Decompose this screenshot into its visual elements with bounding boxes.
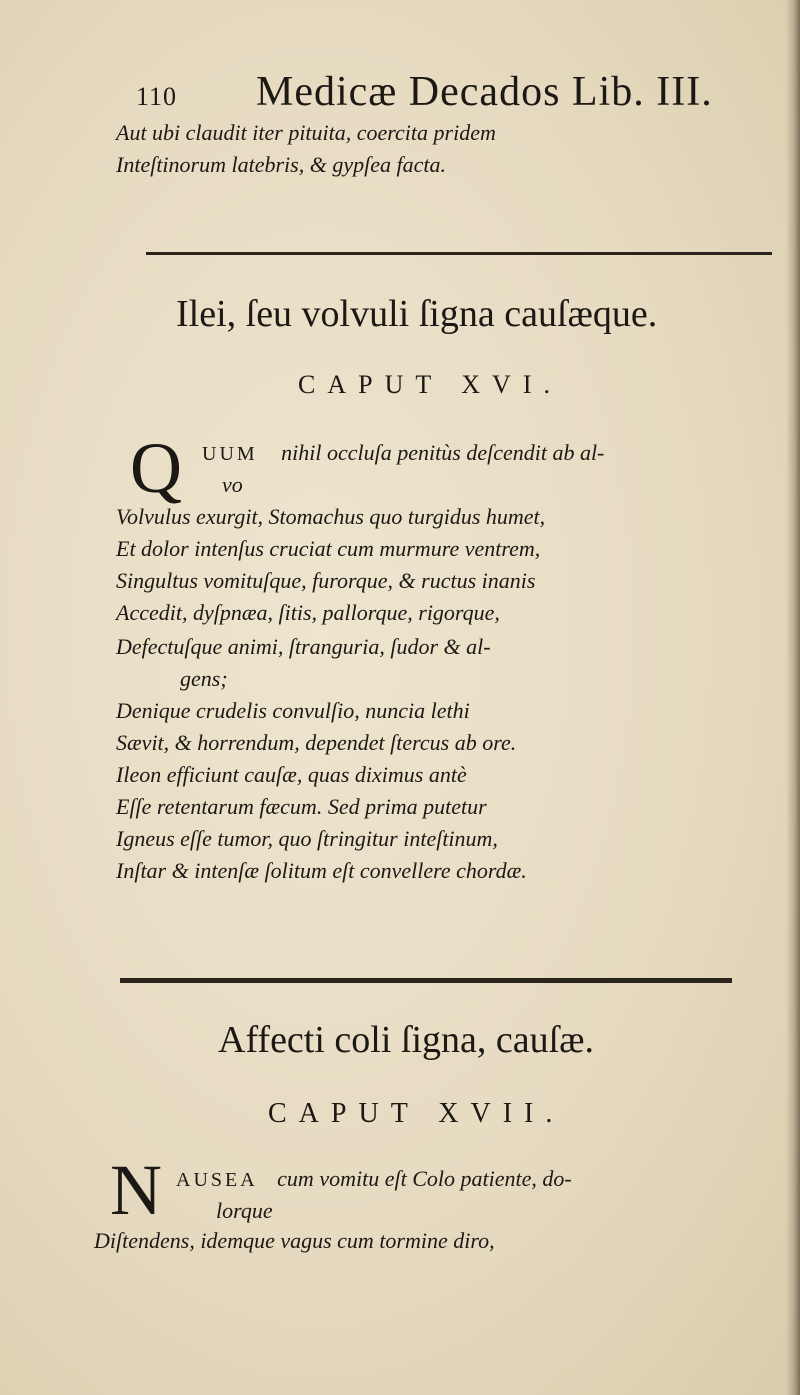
chapter17-dropcap: N <box>110 1150 162 1230</box>
chapter16-first-word: UUM <box>202 443 258 465</box>
chapter16-first-line <box>202 440 604 466</box>
page-edge-shadow <box>786 0 800 1395</box>
section-rule-2 <box>120 978 732 983</box>
chapter16-line: Et dolor intenſus cruciat cum murmure ventrem, <box>116 536 541 561</box>
chapter16-line: Singultus vomituſque, furorque, & ructus inanis <box>116 568 536 593</box>
intro-line-2: Inteſtinorum latebris, & gypſea facta. <box>116 152 446 177</box>
chapter17-first-line-rest: cum vomitu eſt Colo patiente, do- <box>277 1166 572 1191</box>
chapter16-line: Inſtar & intenſæ ſolitum eſt convellere chordæ. <box>116 858 527 883</box>
running-head: Medicæ Decados Lib. III. <box>256 69 713 115</box>
chapter16-line: Defectuſque animi, ſtranguria, ſudor & al- <box>116 634 491 659</box>
chapter17-title: Affecti coli ſigna, cauſæ. <box>218 1019 595 1061</box>
chapter16-first-line-rest: nihil occluſa penitùs deſcendit ab al- <box>281 440 605 465</box>
section-rule-1 <box>146 252 772 255</box>
chapter17-first-line-cont: lorque <box>216 1198 273 1223</box>
chapter16-line: Accedit, dyſpnæa, ſitis, pallorque, rigorque, <box>116 600 500 625</box>
chapter16-line: Ileon efficiunt cauſæ, quas diximus antè <box>116 762 467 787</box>
chapter17-caput: CAPUT XVII. <box>268 1098 565 1129</box>
intro-line-1: Aut ubi claudit iter pituita, coercita pridem <box>116 120 496 145</box>
chapter17-line: Diſtendens, idemque vagus cum tormine diro, <box>94 1228 495 1253</box>
chapter17-first-word: AUSEA <box>176 1169 258 1191</box>
chapter16-caput: CAPUT XVI. <box>298 370 562 399</box>
chapter16-line: Denique crudelis convulſio, nuncia lethi <box>116 698 470 723</box>
chapter16-line: Igneus eſſe tumor, quo ſtringitur inteſtinum, <box>116 826 498 851</box>
page-header <box>136 68 736 120</box>
page-number: 110 <box>136 82 178 111</box>
chapter16-first-line-cont: vo <box>222 472 243 497</box>
chapter16-line: Eſſe retentarum fæcum. Sed prima putetur <box>116 794 487 819</box>
chapter16-title: Ilei, ſeu volvuli ſigna cauſæque. <box>176 293 658 335</box>
chapter16-dropcap: Q <box>130 428 182 508</box>
chapter16-line: Sævit, & horrendum, dependet ſtercus ab ore. <box>116 730 517 755</box>
chapter16-line: gens; <box>180 666 228 691</box>
chapter16-line: Volvulus exurgit, Stomachus quo turgidus humet, <box>116 504 546 529</box>
chapter17-first-line <box>176 1166 572 1192</box>
